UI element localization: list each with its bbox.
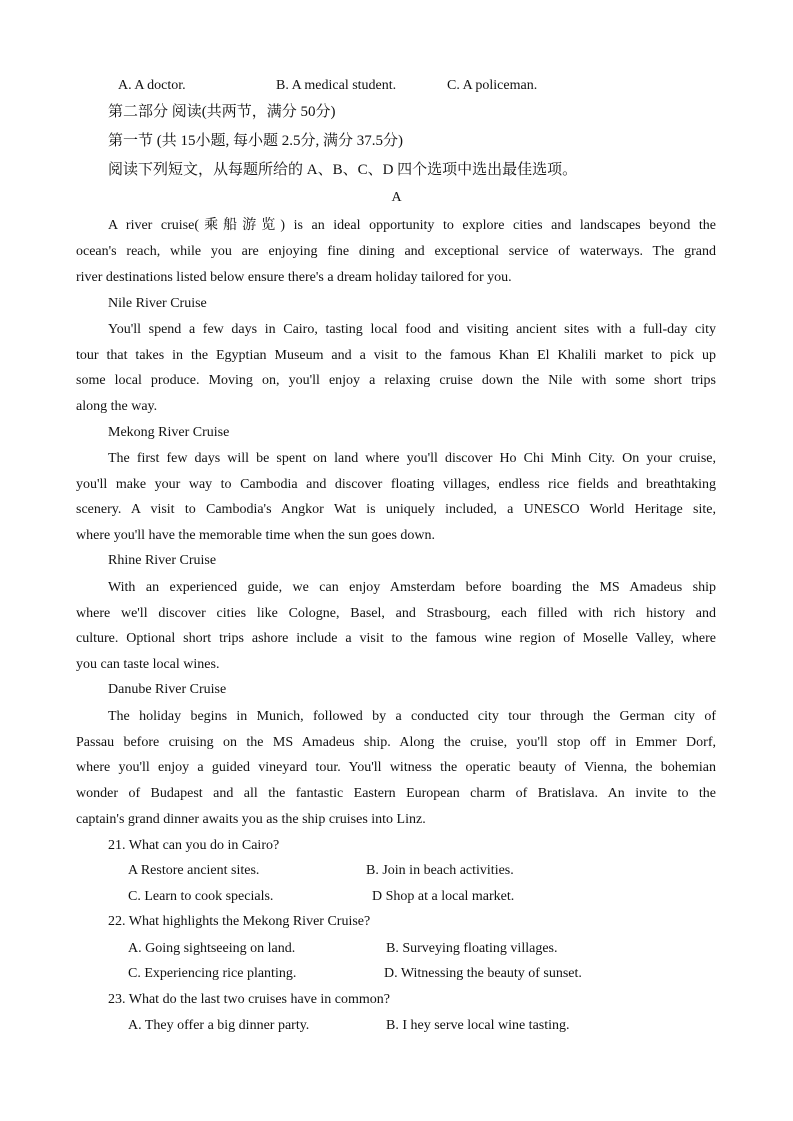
- question-option: C. Learn to cook specials.: [128, 889, 274, 904]
- question-option: A Restore ancient sites.: [128, 863, 260, 878]
- prev-option-b: B. A medical student.: [276, 78, 397, 93]
- question-option: A. Going sightseeing on land.: [128, 941, 296, 956]
- question-option: B. Surveying floating villages.: [386, 941, 558, 956]
- intro-line: A river cruise(乘船游览) is an ideal opportunity to explore cities and landscapes beyond the: [108, 218, 716, 233]
- question-stem: 23. What do the last two cruises have in common?: [108, 992, 391, 1007]
- nile-line: You'll spend a few days in Cairo, tasting local food and visiting ancient sites with a full-day city: [108, 322, 716, 337]
- mekong-heading: Mekong River Cruise: [108, 425, 230, 440]
- nile-line: some local produce. Moving on, you'll enjoy a relaxing cruise down the Nile with some short trips: [76, 373, 716, 388]
- section1-title: 第一节 (共 15小题, 每小题 2.5分, 满分 37.5分): [108, 133, 403, 149]
- danube-line: captain's grand dinner awaits you as the ship cruises into Linz.: [76, 812, 426, 827]
- intro-line: ocean's reach, while you are enjoying fine dining and exceptional service of waterways. The grand: [76, 244, 716, 259]
- danube-line: Passau before cruising on the MS Amadeus ship. Along the cruise, you'll stop off in Emmer Dorf,: [76, 735, 716, 750]
- passage-label: A: [391, 190, 402, 205]
- mekong-line: scenery. A visit to Cambodia's Angkor Wat is uniquely included, a UNESCO World Heritage site,: [76, 502, 716, 517]
- rhine-heading: Rhine River Cruise: [108, 553, 217, 568]
- prev-option-a: A. A doctor.: [118, 78, 186, 93]
- rhine-line: you can taste local wines.: [76, 657, 220, 672]
- mekong-line: The first few days will be spent on land where you'll discover Ho Chi Minh City. On your cruise,: [108, 451, 716, 466]
- question-option: B. I hey serve local wine tasting.: [386, 1018, 570, 1033]
- rhine-line: culture. Optional short trips ashore include a visit to the famous wine region of Moselle Valley, where: [76, 631, 716, 646]
- part2-title: 第二部分 阅读(共两节，满分 50分): [108, 104, 336, 120]
- mekong-line: where you'll have the memorable time when the sun goes down.: [76, 528, 436, 543]
- question-option: B. Join in beach activities.: [366, 863, 514, 878]
- question-stem: 21. What can you do in Cairo?: [108, 838, 280, 853]
- nile-line: tour that takes in the Egyptian Museum and a visit to the famous Khan El Khalili market to pick up: [76, 348, 716, 363]
- nile-line: along the way.: [76, 399, 158, 414]
- rhine-line: where we'll discover cities like Cologne, Basel, and Strasbourg, each filled with rich history and: [76, 606, 716, 621]
- question-option: D. Witnessing the beauty of sunset.: [384, 966, 582, 981]
- danube-heading: Danube River Cruise: [108, 682, 227, 697]
- prev-option-c: C. A policeman.: [447, 78, 538, 93]
- instructions: 阅读下列短文，从每题所给的 A、B、C、D 四个选项中选出最佳选项。: [108, 162, 578, 178]
- intro-line: river destinations listed below ensure there's a dream holiday tailored for you.: [76, 270, 512, 285]
- danube-line: wonder of Budapest and all the fantastic Eastern European charm of Bratislava. An invite to the: [76, 786, 716, 801]
- danube-line: where you'll enjoy a guided vineyard tour. You'll witness the operatic beauty of Vienna, the bohemian: [76, 760, 716, 775]
- question-option: A. They offer a big dinner party.: [128, 1018, 310, 1033]
- rhine-line: With an experienced guide, we can enjoy Amsterdam before boarding the MS Amadeus ship: [108, 580, 716, 595]
- question-stem: 22. What highlights the Mekong River Cruise?: [108, 914, 371, 929]
- danube-line: The holiday begins in Munich, followed by a conducted city tour through the German city of: [108, 709, 716, 724]
- question-option: C. Experiencing rice planting.: [128, 966, 297, 981]
- question-option: D Shop at a local market.: [372, 889, 515, 904]
- mekong-line: you'll make your way to Cambodia and discover floating villages, endless rice fields and breathtaking: [76, 477, 716, 492]
- nile-heading: Nile River Cruise: [108, 296, 207, 311]
